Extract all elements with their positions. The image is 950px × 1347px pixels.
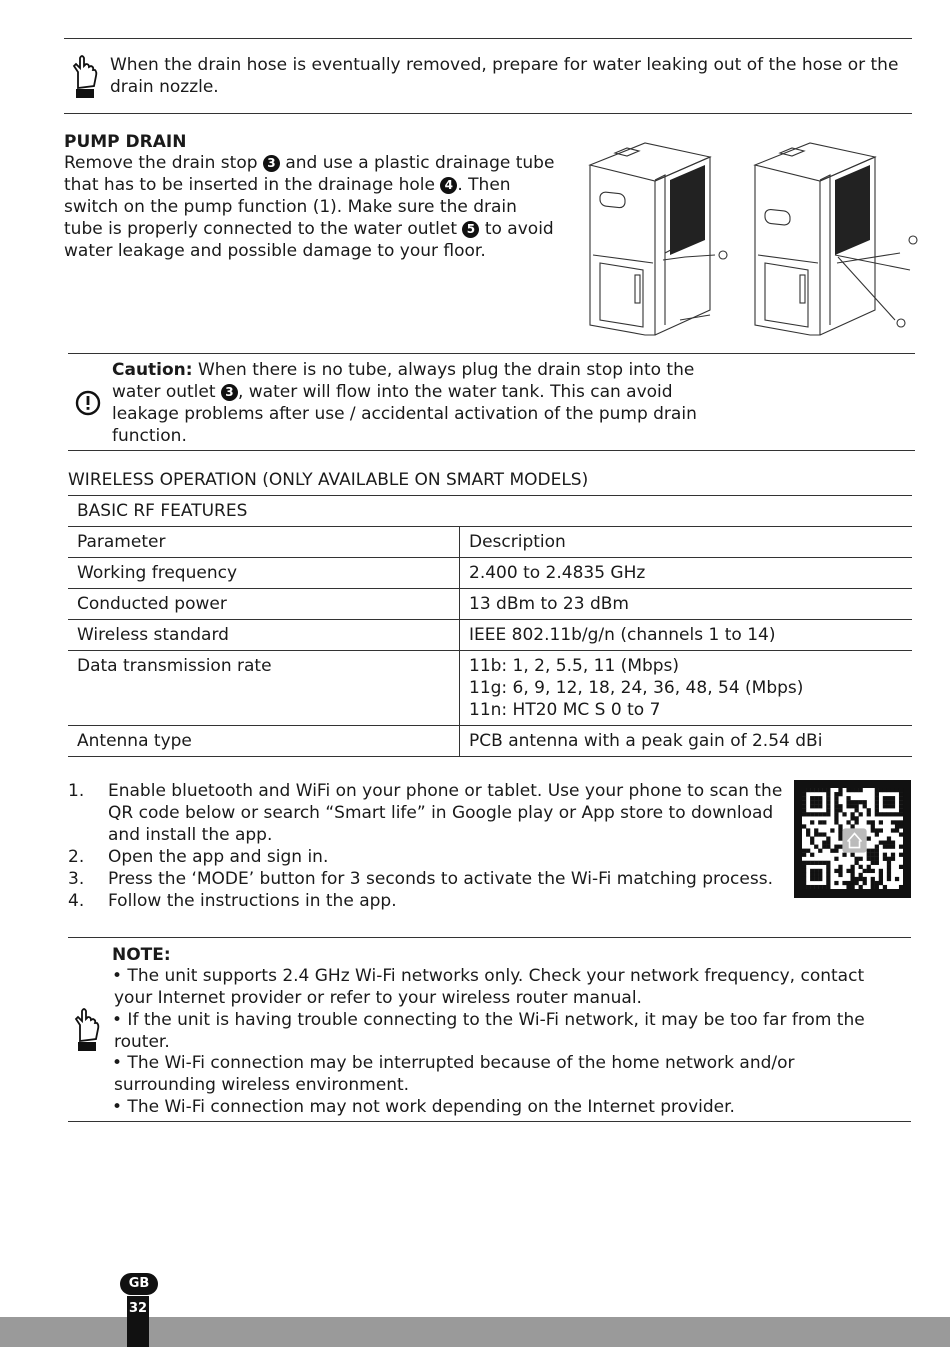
rf-param: Conducted power xyxy=(68,589,460,620)
wireless-heading: WIRELESS OPERATION (ONLY AVAILABLE ON SMART MODELS) xyxy=(68,470,589,490)
rf-desc: IEEE 802.11b/g/n (channels 1 to 14) xyxy=(460,620,913,651)
rf-param: Wireless standard xyxy=(68,620,460,651)
warning-circle-icon xyxy=(75,390,101,416)
hose-note-line-2: drain nozzle. xyxy=(110,77,219,97)
pump-drain-line-5: water leakage and possible damage to your floor. xyxy=(64,241,486,261)
rf-desc-line: 11n: HT20 MC S 0 to 7 xyxy=(469,700,661,720)
step-number: 2. xyxy=(68,847,85,867)
pump-drain-line-4: tube is properly connected to the water outlet 5 to avoid xyxy=(64,219,554,239)
caution-top-rule xyxy=(68,353,915,354)
caution-line-1: Caution: When there is no tube, always plug the drain stop into the xyxy=(112,360,695,380)
callout-5-badge: 5 xyxy=(462,221,479,238)
callout-3-badge: 3 xyxy=(263,155,280,172)
pointing-hand-icon xyxy=(68,52,100,102)
dehumidifier-illustration xyxy=(585,135,920,345)
note-line: • If the unit is having trouble connecting to the Wi-Fi network, it may be too far from the xyxy=(112,1010,865,1030)
note-line: • The unit supports 2.4 GHz Wi-Fi networks only. Check your network frequency, contact xyxy=(112,966,865,986)
step-text: QR code below or search “Smart life” in Google play or App store to download xyxy=(108,803,774,823)
callout-4-badge: 4 xyxy=(440,177,457,194)
rf-header-parameter: Parameter xyxy=(68,527,460,558)
caution-line-3: leakage problems after use / accidental activation of the pump drain xyxy=(112,404,697,424)
caution-bottom-rule xyxy=(68,450,915,451)
pump-drain-line-1: Remove the drain stop 3 and use a plastic drainage tube xyxy=(64,153,555,173)
caution-label: Caution: xyxy=(112,360,193,380)
app-qr-code xyxy=(794,780,911,898)
rf-desc-line: 11g: 6, 9, 12, 18, 24, 36, 48, 54 (Mbps) xyxy=(469,678,804,698)
rf-header-description: Description xyxy=(460,527,913,558)
table-row xyxy=(68,558,912,589)
note-top-rule xyxy=(68,937,911,938)
note-line: • The Wi-Fi connection may be interrupted because of the home network and/or xyxy=(112,1053,795,1073)
rf-table-title: BASIC RF FEATURES xyxy=(68,496,912,527)
step-text: Enable bluetooth and WiFi on your phone or tablet. Use your phone to scan the xyxy=(108,781,783,801)
pointing-hand-icon xyxy=(70,1005,102,1055)
step-text: Press the ‘MODE’ button for 3 seconds to activate the Wi-Fi matching process. xyxy=(108,869,773,889)
step-number: 1. xyxy=(68,781,85,801)
step-text: and install the app. xyxy=(108,825,273,845)
note-bottom-rule xyxy=(64,113,912,114)
step-number: 4. xyxy=(68,891,85,911)
rf-param: Antenna type xyxy=(68,726,460,757)
caution-line-2: water outlet 3 , water will flow into the water tank. This can avoid xyxy=(112,382,673,402)
table-row xyxy=(68,726,912,757)
note-label: NOTE: xyxy=(112,945,171,965)
step-number: 3. xyxy=(68,869,85,889)
caution-callout-3-badge: 3 xyxy=(221,384,238,401)
pump-drain-line-2: that has to be inserted in the drainage hole 4 . Then xyxy=(64,175,511,195)
language-badge: GB xyxy=(120,1273,158,1295)
rf-param: Data transmission rate xyxy=(68,651,460,726)
table-row xyxy=(68,620,912,651)
pump-drain-line-3: switch on the pump function (1). Make sure the drain xyxy=(64,197,517,217)
rf-desc: PCB antenna with a peak gain of 2.54 dBi xyxy=(460,726,913,757)
rf-param: Working frequency xyxy=(68,558,460,589)
note-line: router. xyxy=(114,1032,170,1052)
step-text: Open the app and sign in. xyxy=(108,847,329,867)
step-text: Follow the instructions in the app. xyxy=(108,891,397,911)
top-rule xyxy=(64,38,912,39)
rf-features-table xyxy=(68,495,912,757)
rf-desc: 13 dBm to 23 dBm xyxy=(460,589,913,620)
pump-drain-heading: PUMP DRAIN xyxy=(64,132,187,152)
rf-desc: 2.400 to 2.4835 GHz xyxy=(460,558,913,589)
caution-line-4: function. xyxy=(112,426,187,446)
note-line: your Internet provider or refer to your wireless router manual. xyxy=(114,988,642,1008)
rf-desc-line: 11b: 1, 2, 5.5, 11 (Mbps) xyxy=(469,656,680,676)
page-number: 32 xyxy=(128,1301,148,1316)
hose-note-line-1: When the drain hose is eventually removed, prepare for water leaking out of the hose or the xyxy=(110,55,899,75)
table-row xyxy=(68,589,912,620)
rf-desc xyxy=(460,651,913,726)
table-row xyxy=(68,651,912,726)
note-line: surrounding wireless environment. xyxy=(114,1075,410,1095)
note-line: • The Wi-Fi connection may not work depending on the Internet provider. xyxy=(112,1097,735,1117)
note-bottom-rule xyxy=(68,1121,911,1122)
